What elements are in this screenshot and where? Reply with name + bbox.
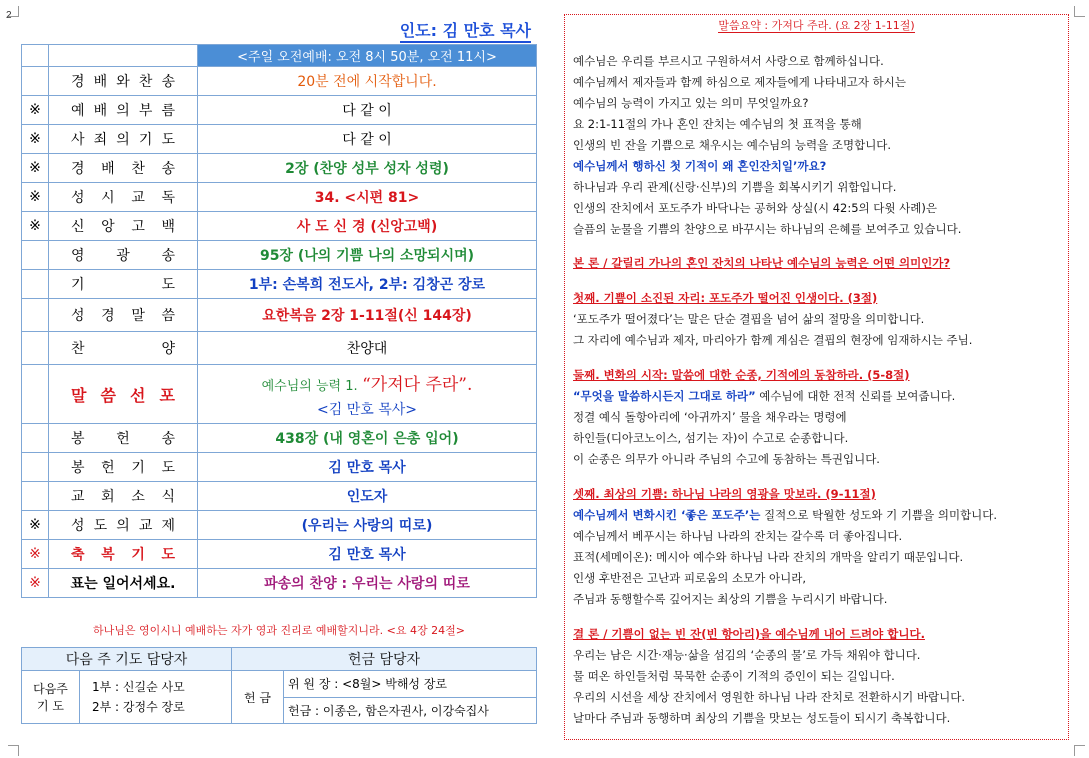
crop-mark: [8, 745, 19, 756]
stand-mark: [22, 67, 49, 96]
summary-line: [573, 388, 955, 404]
summary-line: 정결 예식 돌항아리에 ‘아귀까지’ 물을 채우라는 명령에: [573, 410, 847, 424]
stand-mark: [22, 299, 49, 332]
order-item-title: [49, 212, 198, 241]
stand-mark: ※: [22, 125, 49, 154]
title-letter: 광: [116, 248, 130, 264]
prayer-duty-names: [80, 671, 232, 724]
worship-order-page: [21, 17, 537, 598]
duty-table: [21, 647, 537, 724]
sending-hymn: 파송의 찬양 : 우리는 사랑의 띠로: [198, 569, 537, 598]
order-item-content: 438장 (내 영혼이 은총 입어): [198, 424, 537, 453]
sermon-row: [22, 365, 537, 424]
stand-mark: ※: [22, 154, 49, 183]
summary-line: 예수님께서 제자들과 함께 하심으로 제자들에게 나타내고자 하시는: [573, 75, 906, 89]
order-item-title: [49, 270, 198, 299]
stand-mark: [22, 270, 49, 299]
prayer-duty-label: 다음주 기 도: [22, 671, 80, 724]
order-item-content: 요한복음 2장 1-11절(신 144장): [198, 299, 537, 332]
order-item-title: [49, 453, 198, 482]
summary-emphasis: 예수님께서 변화시킨 ‘좋은 포도주’는: [573, 508, 761, 522]
summary-line: 인생의 빈 잔을 기쁨으로 채우시는 예수님의 능력을 조명합니다.: [573, 138, 892, 152]
summary-line: 예수님은 우리를 부르시고 구원하셔서 사랑으로 함께하십니다.: [573, 54, 884, 68]
title-letters: [49, 100, 197, 120]
stand-mark: [22, 482, 49, 511]
title-letter: 독: [161, 190, 175, 206]
order-row: [22, 270, 537, 299]
sermon-summary-title: [565, 17, 1068, 33]
title-letter: 선: [130, 385, 146, 405]
title-letter: 신: [71, 219, 85, 235]
prayer-second-service: 2부 : 강정수 장로: [92, 700, 185, 714]
title-letters: [49, 187, 197, 207]
summary-emphasis: “무엇을 말씀하시든지 그대로 하라”: [573, 389, 756, 403]
stand-note-row: [22, 569, 537, 598]
stand-mark: ※: [22, 540, 49, 569]
order-row: [22, 183, 537, 212]
order-item-content: 2장 (찬양 성부 성자 성령): [198, 154, 537, 183]
sermon-content: [198, 365, 537, 424]
title-letter: 성: [71, 518, 85, 534]
title-letters: [49, 515, 197, 535]
order-item-title: [49, 183, 198, 212]
title-letter: 찬: [138, 74, 153, 90]
offering-duty-header: 헌금 담당자: [232, 648, 537, 671]
title-letter: 배: [101, 161, 115, 177]
title-letter: 씀: [161, 308, 175, 324]
title-letters: [49, 158, 197, 178]
order-item-title: [49, 332, 198, 365]
stand-mark: [22, 241, 49, 270]
title-letter: 도: [161, 460, 175, 476]
order-item-content: 다 같 이: [198, 96, 537, 125]
order-row: [22, 453, 537, 482]
order-row: [22, 540, 537, 569]
summary-line: 물 떠온 하인들처럼 묵묵한 순종이 기적의 증인이 되는 길입니다.: [573, 669, 895, 683]
title-letter: 교: [131, 190, 145, 206]
title-letter: 헌: [116, 431, 130, 447]
title-letter: 도: [161, 277, 175, 293]
summary-line: 예수님께서 행하신 첫 기적이 왜 혼인잔치일’까요?: [573, 159, 827, 173]
order-row: [22, 332, 537, 365]
stand-mark: ※: [22, 183, 49, 212]
leader-header: [21, 17, 537, 44]
stand-mark: [22, 332, 49, 365]
stand-mark: ※: [22, 96, 49, 125]
summary-line: 하나님과 우리 관계(신랑·신부)의 기쁨을 회복시키기 위함입니다.: [573, 180, 897, 194]
title-letter: 부: [138, 103, 153, 119]
title-letter: 축: [71, 547, 85, 563]
prayer-first-service: 1부 : 신길순 사모: [92, 680, 185, 694]
title-letter: 백: [161, 219, 175, 235]
order-row: [22, 482, 537, 511]
title-letters: [49, 544, 197, 564]
order-item-content: 찬양대: [198, 332, 537, 365]
offering-label: 헌 금: [232, 671, 284, 724]
stand-mark: [22, 453, 49, 482]
summary-line: 주님과 동행할수록 깊어지는 최상의 기쁨을 누리시기 바랍니다.: [573, 592, 888, 606]
summary-line: 우리는 남은 시간·재능·삶을 섬김의 ‘순종의 물’로 가득 채워야 합니다.: [573, 648, 921, 662]
title-letter: 교: [71, 489, 85, 505]
title-letters: [49, 383, 197, 406]
order-item-content: 1부: 손복희 전도사, 2부: 김창곤 장로: [198, 270, 537, 299]
summary-line: 첫째. 기쁨이 소진된 자리: 포도주가 떨어진 인생이다. (3절): [573, 291, 878, 305]
order-item-content: 사 도 신 경 (신앙고백): [198, 212, 537, 241]
summary-line: ‘포도주가 떨어졌다’는 말은 단순 결핍을 넘어 삶의 절망을 의미합니다.: [573, 312, 925, 326]
order-row: [22, 154, 537, 183]
title-letter: 예: [71, 103, 85, 119]
summary-line: 슬픔의 눈물을 기쁨의 찬양으로 바꾸시는 하나님의 은혜를 보여주고 있습니다.: [573, 222, 962, 236]
title-letter: 소: [131, 489, 145, 505]
summary-text: 예수님에 대한 전적 신뢰를 보여줍니다.: [755, 389, 956, 403]
order-row: [22, 67, 537, 96]
title-letter: 기: [138, 132, 153, 148]
order-item-title: [49, 299, 198, 332]
title-letter: 송: [161, 74, 175, 90]
title-letter: 배: [93, 74, 108, 90]
title-letter: 경: [71, 161, 85, 177]
sermon-title: [49, 365, 198, 424]
title-letter: 송: [161, 248, 175, 264]
title-letter: 죄: [93, 132, 108, 148]
summary-line: 이 순종은 의무가 아니라 주님의 수고에 동참하는 특권입니다.: [573, 452, 880, 466]
order-item-content: 인도자: [198, 482, 537, 511]
summary-line: 그 자리에 예수님과 제자, 마리아가 함께 계심은 결핍의 현장에 임재하시는 주님.: [573, 333, 973, 347]
order-item-title: [49, 125, 198, 154]
summary-line: 우리의 시선을 세상 잔치에서 영원한 하나님 나라 잔치로 전환하시기 바랍니다.: [573, 690, 966, 704]
title-letter: 의: [116, 103, 130, 119]
service-time: <주일 오전예배: 오전 8시 50분, 오전 11시>: [198, 45, 537, 67]
title-letter: 제: [161, 518, 175, 534]
sermon-preacher: <김 만호 목사>: [317, 401, 417, 418]
title-letter: 식: [161, 489, 175, 505]
summary-line: 날마다 주님과 동행하며 최상의 기쁨을 맛보는 성도들이 되시기 축복합니다.: [573, 711, 951, 725]
stand-mark: [22, 424, 49, 453]
title-letter: 송: [161, 431, 175, 447]
title-letters: [49, 338, 197, 358]
title-letter: 성: [71, 190, 85, 206]
order-item-title: [49, 154, 198, 183]
summary-line: [573, 507, 997, 523]
title-letter: 기: [71, 277, 85, 293]
summary-line: 예수님의 능력이 가지고 있는 의미 무엇일까요?: [573, 96, 809, 110]
title-letters: [49, 129, 197, 149]
summary-line: 본 론 / 갈릴리 가나의 혼인 잔치의 나타난 예수님의 능력은 어떤 의미인가?: [573, 256, 951, 270]
summary-line: 셋째. 최상의 기쁨: 하나님 나라의 영광을 맛보라. (9-11절): [573, 487, 876, 501]
sermon-quote: “가져다 주라”.: [362, 374, 473, 395]
title-letter: 도: [161, 547, 175, 563]
order-row: [22, 511, 537, 540]
order-item-title: [49, 424, 198, 453]
title-letters: [49, 457, 197, 477]
order-row: [22, 125, 537, 154]
title-letter: 포: [159, 385, 175, 405]
title-letter: 앙: [101, 219, 115, 235]
order-row: [22, 424, 537, 453]
title-letter: 와: [116, 74, 130, 90]
title-letters: [49, 305, 197, 325]
title-letter: 봉: [71, 460, 85, 476]
title-letters: [49, 71, 197, 91]
title-letter: 도: [161, 132, 175, 148]
summary-line: 둘째. 변화의 시작: 말씀에 대한 순종, 기적에의 동참하라. (5-8절): [573, 368, 910, 382]
title-letter: 말: [131, 308, 145, 324]
stand-mark: ※: [22, 569, 49, 598]
title-letter: 회: [101, 489, 115, 505]
title-letter: 기: [131, 460, 145, 476]
order-item-title: [49, 96, 198, 125]
sermon-summary-title-text: 말씀요약 : 가져다 주라. (요 2장 1-11절): [718, 19, 915, 32]
order-item-content: 20분 전에 시작합니다.: [198, 67, 537, 96]
order-item-title: [49, 540, 198, 569]
title-letter: 영: [71, 248, 85, 264]
page-number: 2: [6, 10, 12, 21]
order-row: [22, 241, 537, 270]
title-letter: 사: [71, 132, 85, 148]
sermon-line: [198, 370, 536, 395]
sermon-summary-page: [564, 14, 1069, 740]
scripture-verse: 하나님은 영이시니 예배하는 자가 영과 진리로 예배할지니라. <요 4장 24절>: [93, 624, 465, 637]
order-item-title: [49, 241, 198, 270]
title-letter: 송: [161, 161, 175, 177]
title-letter: 경: [71, 74, 85, 90]
order-item-title: [49, 511, 198, 540]
title-letters: [49, 486, 197, 506]
order-item-title: [49, 67, 198, 96]
summary-line: 하인들(디아코노이스, 섬기는 자)이 수고로 순종합니다.: [573, 431, 849, 445]
title-letter: 말: [71, 385, 87, 405]
title-letter: 찬: [131, 161, 145, 177]
title-letters: [49, 274, 197, 294]
order-item-content: 다 같 이: [198, 125, 537, 154]
summary-line: 표적(세메이온): 메시아 예수와 하나님 나라 잔치의 개막을 알리기 때문입니다.: [573, 550, 964, 564]
offering-committee: 위 원 장 : <8월> 박해성 장로: [284, 671, 537, 698]
title-letter: 의: [116, 518, 130, 534]
order-row: [22, 96, 537, 125]
service-time-row: [22, 45, 537, 67]
order-item-content: (우리는 사랑의 띠로): [198, 511, 537, 540]
title-letter: 씀: [100, 385, 116, 405]
title-letters: [49, 428, 197, 448]
summary-line: 요 2:1-11절의 가나 혼인 잔치는 예수님의 첫 표적을 통해: [573, 117, 862, 131]
stand-note: 표는 일어서세요.: [49, 569, 198, 598]
title-letters: [49, 245, 197, 265]
order-row: [22, 299, 537, 332]
order-item-content: 김 만호 목사: [198, 540, 537, 569]
title-letter: 도: [93, 518, 108, 534]
title-cell: [49, 45, 198, 67]
order-item-content: 김 만호 목사: [198, 453, 537, 482]
sermon-topic: 예수님의 능력 1.: [261, 378, 358, 394]
summary-line: 인생 후반전은 고난과 피로움의 소모가 아니라,: [573, 571, 807, 585]
title-letter: 찬: [71, 341, 85, 357]
summary-line: 인생의 잔치에서 포도주가 바닥나는 공허와 상실(시 42:5의 다윗 사례)은: [573, 201, 937, 215]
title-letter: 기: [131, 547, 145, 563]
order-item-content: 34. <시편 81>: [198, 183, 537, 212]
title-letter: 양: [161, 341, 175, 357]
title-letters: [49, 216, 197, 236]
leader-label: 인도: 김 만호 목사: [400, 21, 531, 43]
stand-mark: ※: [22, 212, 49, 241]
title-letter: 시: [101, 190, 115, 206]
title-letter: 헌: [101, 460, 115, 476]
offering-members: 헌금 : 이종은, 함은자권사, 이강숙집사: [284, 697, 537, 724]
stand-mark: ※: [22, 511, 49, 540]
summary-line: 예수님께서 베푸시는 하나님 나라의 잔치는 갈수록 더 좋아집니다.: [573, 529, 903, 543]
title-letter: 성: [71, 308, 85, 324]
order-item-content: 95장 (나의 기쁨 나의 소망되시며): [198, 241, 537, 270]
order-item-title: [49, 482, 198, 511]
summary-text: 질적으로 탁월한 성도와 기 기쁨을 의미합니다.: [760, 508, 998, 522]
mark-cell: [22, 365, 49, 424]
title-letter: 복: [101, 547, 115, 563]
title-letter: 봉: [71, 431, 85, 447]
title-letter: 름: [161, 103, 175, 119]
summary-line: 결 론 / 기쁨이 없는 빈 잔(빈 항아리)을 예수님께 내어 드려야 합니다.: [573, 627, 925, 641]
title-letter: 교: [138, 518, 153, 534]
title-letter: 의: [116, 132, 130, 148]
mark-cell: [22, 45, 49, 67]
order-row: [22, 212, 537, 241]
prayer-duty-header: 다음 주 기도 담당자: [22, 648, 232, 671]
title-letter: 고: [131, 219, 145, 235]
crop-mark: [1074, 745, 1085, 756]
title-letter: 배: [93, 103, 108, 119]
worship-order-table: [21, 44, 537, 598]
crop-mark: [1074, 6, 1085, 17]
title-letter: 경: [101, 308, 115, 324]
